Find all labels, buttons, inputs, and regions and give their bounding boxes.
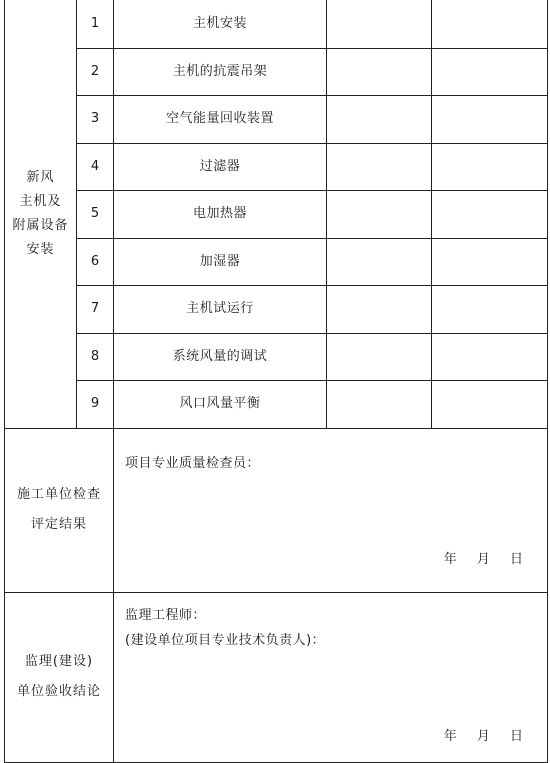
supervision-date-label: 年 月 日 — [443, 728, 523, 744]
remark-cell[interactable] — [432, 333, 548, 380]
item-number: 6 — [77, 238, 114, 285]
remark-cell[interactable] — [432, 48, 548, 95]
construction-date-label: 年 月 日 — [443, 551, 523, 567]
check-result-cell[interactable] — [327, 48, 432, 95]
remark-cell[interactable] — [432, 190, 548, 238]
construction-section-label: 评定结果 — [30, 517, 87, 532]
item-number: 1 — [77, 0, 114, 48]
item-name: 空气能量回收装置 — [114, 95, 327, 143]
item-name: 主机试运行 — [114, 285, 327, 333]
item-row — [5, 0, 548, 48]
item-row — [5, 380, 548, 428]
category-cell — [5, 0, 77, 428]
item-row — [5, 285, 548, 333]
item-number: 2 — [77, 48, 114, 95]
supervision-section-label-cell — [5, 592, 114, 762]
supervision-section-label: 单位验收结论 — [16, 684, 101, 699]
category-label-line: 安装 — [26, 241, 55, 257]
item-name: 系统风量的调试 — [114, 333, 327, 380]
item-row — [5, 238, 548, 285]
category-label — [12, 166, 68, 262]
item-number: 9 — [77, 380, 114, 428]
item-number: 5 — [77, 190, 114, 238]
item-row — [5, 190, 548, 238]
item-name: 主机的抗震吊架 — [114, 48, 327, 95]
remark-cell[interactable] — [432, 143, 548, 190]
remark-cell[interactable] — [432, 95, 548, 143]
construction-section-label: 施工单位检查 — [16, 487, 101, 502]
item-number: 3 — [77, 95, 114, 143]
check-result-cell[interactable] — [327, 238, 432, 285]
item-name: 风口风量平衡 — [114, 380, 327, 428]
item-number: 8 — [77, 333, 114, 380]
item-name: 电加热器 — [114, 190, 327, 238]
item-row — [5, 95, 548, 143]
item-number: 4 — [77, 143, 114, 190]
check-result-cell[interactable] — [327, 285, 432, 333]
check-result-cell[interactable] — [327, 380, 432, 428]
remark-cell[interactable] — [432, 380, 548, 428]
item-name: 加湿器 — [114, 238, 327, 285]
quality-inspector-label: 项目专业质量检查员： — [125, 455, 261, 471]
check-result-cell[interactable] — [327, 0, 432, 48]
item-number: 7 — [77, 285, 114, 333]
supervision-conclusion-cell[interactable] — [114, 592, 548, 762]
construction-result-cell[interactable] — [114, 428, 548, 592]
supervising-engineer-label: 监理工程师： — [125, 607, 207, 623]
check-result-cell[interactable] — [327, 333, 432, 380]
item-row — [5, 48, 548, 95]
item-name: 过滤器 — [114, 143, 327, 190]
construction-section-label-cell — [5, 428, 114, 592]
category-label-line: 附属设备 — [12, 217, 69, 233]
supervision-section-row — [5, 592, 548, 762]
category-label-line: 主机及 — [19, 193, 62, 209]
check-result-cell[interactable] — [327, 190, 432, 238]
remark-cell[interactable] — [432, 0, 548, 48]
item-row — [5, 143, 548, 190]
category-label-line: 新风 — [26, 169, 55, 185]
supervision-section-label: 监理(建设) — [24, 654, 94, 669]
supervising-engineer-note: (建设单位项目专业技术负责人)： — [125, 632, 326, 648]
check-result-cell[interactable] — [327, 95, 432, 143]
inspection-form-table — [4, 0, 548, 763]
check-result-cell[interactable] — [327, 143, 432, 190]
construction-section-row — [5, 428, 548, 592]
item-name: 主机安装 — [114, 0, 327, 48]
remark-cell[interactable] — [432, 285, 548, 333]
remark-cell[interactable] — [432, 238, 548, 285]
item-row — [5, 333, 548, 380]
